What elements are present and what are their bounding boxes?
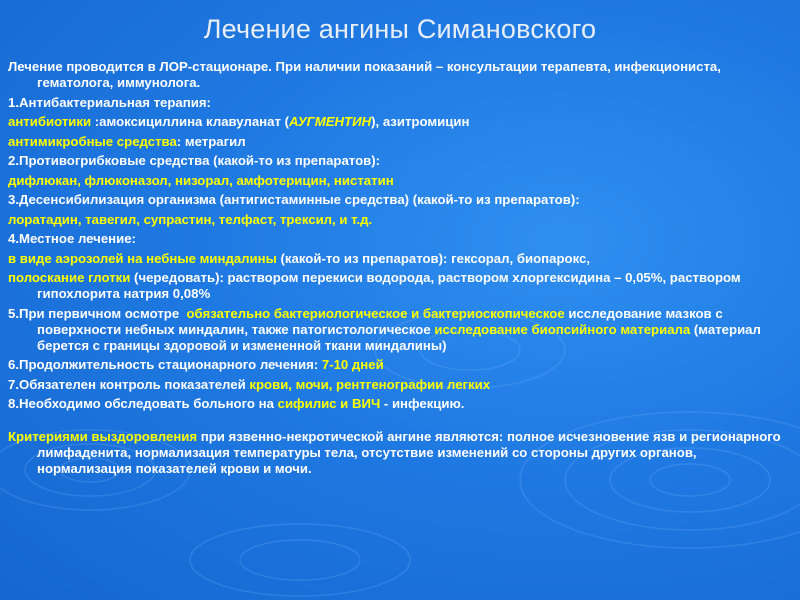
item-7-text: 7.Обязателен контроль показателей	[8, 376, 250, 392]
rinse-label: полоскание глотки	[8, 270, 131, 285]
item-4-heading: 4.Местное лечение:	[8, 231, 136, 246]
item-8-tail: - инфекцию.	[380, 396, 465, 411]
criteria-text: при язвенно-некротической ангине являются: полное исчезновение язв и регионарного лимфаденита, нормализация температуры тела, отсутствие изменений со стороны других органов, нормализация показателей крови и мочи.	[37, 428, 781, 476]
item-7-line	[8, 377, 794, 393]
aerosol-text: (какой-то из препаратов): гексорал, биопарокс,	[276, 250, 590, 266]
slide-body	[8, 59, 794, 480]
item-6-line	[8, 357, 794, 373]
item-6-days: 7-10 дней	[321, 357, 384, 372]
antibiotics-label: антибиотики	[8, 114, 92, 129]
item-5-start: 5.При первичном осмотре	[8, 305, 187, 321]
spacer	[8, 416, 794, 429]
item-2-heading: 2.Противогрибковые средства (какой-то из препаратов):	[8, 153, 381, 168]
antimicrobial-text: : метрагил	[176, 133, 246, 149]
item-5-mandatory: обязательно бактериологическое и бактериоскопическое	[186, 305, 565, 321]
criteria-paragraph	[8, 429, 794, 477]
item-3-heading: 3.Десенсибилизация организма (антигистаминные средства) (какой-то из препаратов):	[8, 192, 580, 207]
augmentin-label: АУГМЕНТИН	[289, 114, 372, 129]
item-8-text: 8.Необходимо обследовать больного на	[8, 396, 278, 411]
item-5-paragraph	[8, 306, 794, 354]
item-5-biopsy: исследование биопсийного материала	[434, 321, 691, 337]
rinse-text: (чередовать): раствором перекиси водорода, раствором хлоргексидина – 0,05%, раствором гипохлорита натрия 0,08%	[37, 270, 741, 301]
rinse-line	[8, 270, 794, 302]
item-5-tail: (материал берется с границы здоровой и измененной ткани миндалины)	[37, 321, 761, 353]
antibiotics-line	[8, 114, 794, 130]
aerosol-line	[8, 251, 794, 267]
slide-title: Лечение ангины Симановского	[203, 14, 597, 44]
antimicrobial-label: антимикробные средства	[8, 133, 177, 149]
antifungals-list: дифлюкан, флюконазол, низорал, амфотерицин, нистатин	[8, 172, 394, 188]
antibiotics-tail: ), азитромицин	[371, 114, 470, 129]
intro-paragraph: Лечение проводится в ЛОР-стационаре. При наличии показаний – консультации терапевта, инфекциониста, гематолога, иммунолога.	[8, 59, 721, 90]
item-5-mid: исследование мазков с поверхности небных миндалин, также патогистологическое	[37, 305, 723, 337]
aerosol-label: в виде аэрозолей на небные миндалины	[8, 250, 277, 266]
item-1-heading: 1.Антибактериальная терапия:	[8, 94, 211, 110]
criteria-label: Критериями выздоровления	[8, 428, 198, 444]
antihistamines-list: лоратадин, тавегил, супрастин, телфаст, трексил, и т.д.	[8, 211, 373, 227]
item-8-line	[8, 396, 794, 412]
item-6-text: 6.Продолжительность стационарного лечения:	[8, 357, 322, 372]
antimicrobial-line	[8, 134, 794, 150]
antibiotics-text: :амоксициллина клавуланат (	[91, 114, 289, 129]
item-7-values: крови, мочи, рентгенографии легких	[249, 376, 491, 392]
item-8-values: сифилис и ВИЧ	[277, 396, 381, 411]
